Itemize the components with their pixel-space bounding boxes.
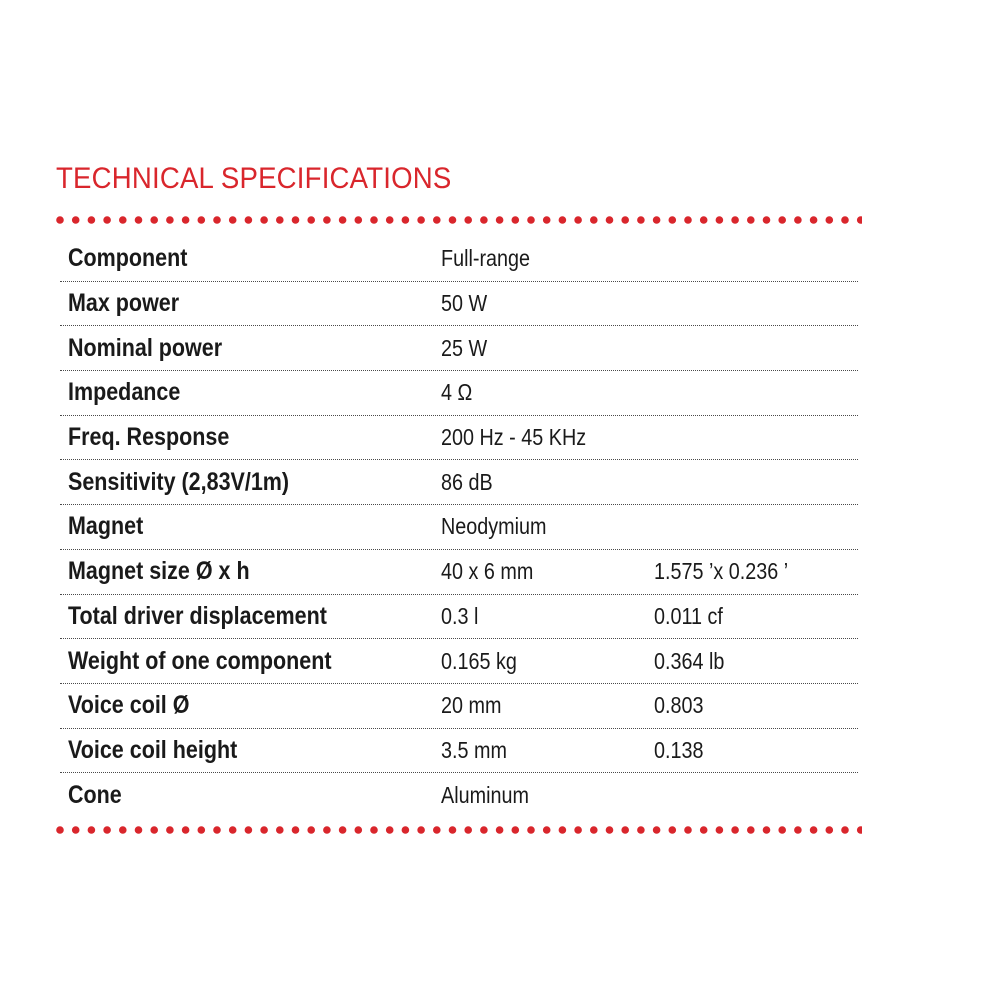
- divider-dot: [637, 826, 645, 834]
- divider-dot: [72, 216, 80, 224]
- spec-value-metric: Neodymium: [441, 513, 547, 540]
- divider-dot: [700, 826, 708, 834]
- divider-dot: [794, 826, 802, 834]
- spec-row-voice-coil-height: [60, 729, 858, 774]
- divider-dot: [464, 826, 472, 834]
- divider-dot: [245, 216, 253, 224]
- spec-row-driver-displacement: [60, 595, 858, 640]
- divider-dot: [841, 826, 849, 834]
- divider-dot: [182, 826, 190, 834]
- divider-dot: [637, 216, 645, 224]
- divider-dot: [857, 826, 862, 834]
- divider-dot: [826, 216, 834, 224]
- spec-value-metric: 20 mm: [441, 692, 502, 719]
- spec-value-metric: 50 W: [441, 290, 488, 317]
- divider-dot: [778, 826, 786, 834]
- spec-value-metric: 40 x 6 mm: [441, 558, 534, 585]
- spec-value-metric: 0.3 l: [441, 602, 479, 629]
- divider-dot: [653, 826, 661, 834]
- spec-value-imperial: 0.138: [654, 736, 704, 763]
- spec-label: Voice coil Ø: [68, 691, 190, 720]
- spec-value-imperial: 0.803: [654, 692, 704, 719]
- divider-dot: [606, 216, 614, 224]
- divider-dot: [150, 826, 158, 834]
- divider-dot: [355, 826, 363, 834]
- divider-dot: [747, 826, 755, 834]
- spec-value-imperial: 0.011 cf: [654, 602, 723, 629]
- divider-dot: [684, 216, 692, 224]
- spec-row-voice-coil-diameter: [60, 684, 858, 729]
- spec-row-cone: [60, 773, 858, 817]
- divider-dot: [794, 216, 802, 224]
- divider-dot: [590, 216, 598, 224]
- divider-dot: [496, 826, 504, 834]
- divider-dot: [621, 216, 629, 224]
- divider-dot: [731, 216, 739, 224]
- divider-dot: [88, 826, 96, 834]
- divider-dot: [716, 826, 724, 834]
- spec-row-component: [60, 237, 858, 282]
- divider-dot: [810, 216, 818, 224]
- spec-value-metric: 200 Hz - 45 KHz: [441, 424, 587, 451]
- spec-row-nominal-power: [60, 326, 858, 371]
- divider-dot: [763, 826, 771, 834]
- divider-dot: [669, 826, 677, 834]
- divider-dot: [559, 216, 567, 224]
- divider-dot: [402, 216, 410, 224]
- divider-dot: [245, 826, 253, 834]
- divider-dot: [386, 826, 394, 834]
- spec-row-weight: [60, 639, 858, 684]
- spec-label: Impedance: [68, 378, 181, 407]
- divider-dot: [198, 216, 206, 224]
- divider-dot: [88, 216, 96, 224]
- divider-dot: [464, 216, 472, 224]
- divider-dot: [370, 216, 378, 224]
- divider-dot: [213, 216, 221, 224]
- spec-label: Sensitivity (2,83V/1m): [68, 467, 290, 496]
- divider-dot: [763, 216, 771, 224]
- spec-label: Component: [68, 244, 188, 273]
- divider-dot: [449, 826, 457, 834]
- spec-label: Freq. Response: [68, 423, 230, 452]
- spec-row-magnet: [60, 505, 858, 550]
- spec-label: Voice coil height: [68, 735, 238, 764]
- divider-dot: [292, 216, 300, 224]
- spec-label: Cone: [68, 780, 122, 809]
- divider-dot: [731, 826, 739, 834]
- divider-dot: [496, 216, 504, 224]
- divider-dot: [119, 826, 127, 834]
- divider-dot: [166, 826, 174, 834]
- divider-dot: [135, 826, 143, 834]
- divider-dot: [574, 216, 582, 224]
- divider-dot: [323, 216, 331, 224]
- divider-dot: [527, 216, 535, 224]
- spec-value-metric: 3.5 mm: [441, 736, 507, 763]
- divider-dot: [56, 826, 64, 834]
- spec-title: TECHNICAL SPECIFICATIONS: [56, 162, 452, 195]
- spec-row-magnet-size: [60, 550, 858, 595]
- spec-label: Magnet size Ø x h: [68, 557, 250, 586]
- spec-label: Max power: [68, 289, 180, 318]
- spec-value-metric: Full-range: [441, 245, 531, 272]
- divider-dot: [276, 826, 284, 834]
- divider-dot: [653, 216, 661, 224]
- divider-dot: [716, 216, 724, 224]
- divider-dot: [778, 216, 786, 224]
- divider-dot: [512, 216, 520, 224]
- spec-table: [60, 237, 858, 817]
- divider-dot: [229, 216, 237, 224]
- divider-dot: [574, 826, 582, 834]
- divider-dot: [119, 216, 127, 224]
- divider-dot: [527, 826, 535, 834]
- divider-dot: [559, 826, 567, 834]
- divider-dot: [417, 826, 425, 834]
- divider-dot: [543, 826, 551, 834]
- divider-dot: [590, 826, 598, 834]
- spec-label: Magnet: [68, 512, 144, 541]
- divider-dot: [402, 826, 410, 834]
- spec-value-metric: Aluminum: [441, 781, 529, 808]
- divider-dot: [72, 826, 80, 834]
- divider-dot: [182, 216, 190, 224]
- spec-value-metric: 86 dB: [441, 468, 493, 495]
- spec-label: Nominal power: [68, 333, 223, 362]
- divider-dot: [355, 216, 363, 224]
- divider-dot: [229, 826, 237, 834]
- spec-value-imperial: 1.575 ’x 0.236 ’: [654, 558, 789, 585]
- spec-row-sensitivity: [60, 460, 858, 505]
- divider-dot: [56, 216, 64, 224]
- divider-dot: [260, 216, 268, 224]
- divider-dot: [276, 216, 284, 224]
- divider-dot: [103, 826, 111, 834]
- divider-dot: [103, 216, 111, 224]
- divider-dot: [449, 216, 457, 224]
- spec-label: Weight of one component: [68, 646, 332, 675]
- divider-dot: [417, 216, 425, 224]
- divider-dot: [307, 826, 315, 834]
- divider-dot: [339, 826, 347, 834]
- divider-dot: [198, 826, 206, 834]
- spec-label: Total driver displacement: [68, 601, 327, 630]
- dotted-divider-top: [56, 214, 862, 226]
- divider-dot: [433, 216, 441, 224]
- spec-row-max-power: [60, 282, 858, 327]
- divider-dot: [135, 216, 143, 224]
- divider-dot: [857, 216, 862, 224]
- spec-value-metric: 0.165 kg: [441, 647, 517, 674]
- spec-value-imperial: 0.364 lb: [654, 647, 725, 674]
- spec-value-metric: 4 Ω: [441, 379, 473, 406]
- divider-dot: [433, 826, 441, 834]
- divider-dot: [747, 216, 755, 224]
- spec-row-impedance: [60, 371, 858, 416]
- divider-dot: [166, 216, 174, 224]
- divider-dot: [606, 826, 614, 834]
- divider-dot: [307, 216, 315, 224]
- spec-value-metric: 25 W: [441, 334, 488, 361]
- divider-dot: [841, 216, 849, 224]
- divider-dot: [292, 826, 300, 834]
- divider-dot: [339, 216, 347, 224]
- divider-dot: [810, 826, 818, 834]
- spec-row-freq-response: [60, 416, 858, 461]
- divider-dot: [684, 826, 692, 834]
- divider-dot: [512, 826, 520, 834]
- divider-dot: [386, 216, 394, 224]
- divider-dot: [543, 216, 551, 224]
- divider-dot: [260, 826, 268, 834]
- dotted-divider-bottom: [56, 824, 862, 836]
- divider-dot: [669, 216, 677, 224]
- divider-dot: [213, 826, 221, 834]
- divider-dot: [700, 216, 708, 224]
- divider-dot: [621, 826, 629, 834]
- divider-dot: [370, 826, 378, 834]
- divider-dot: [826, 826, 834, 834]
- divider-dot: [150, 216, 158, 224]
- divider-dot: [480, 216, 488, 224]
- divider-dot: [323, 826, 331, 834]
- divider-dot: [480, 826, 488, 834]
